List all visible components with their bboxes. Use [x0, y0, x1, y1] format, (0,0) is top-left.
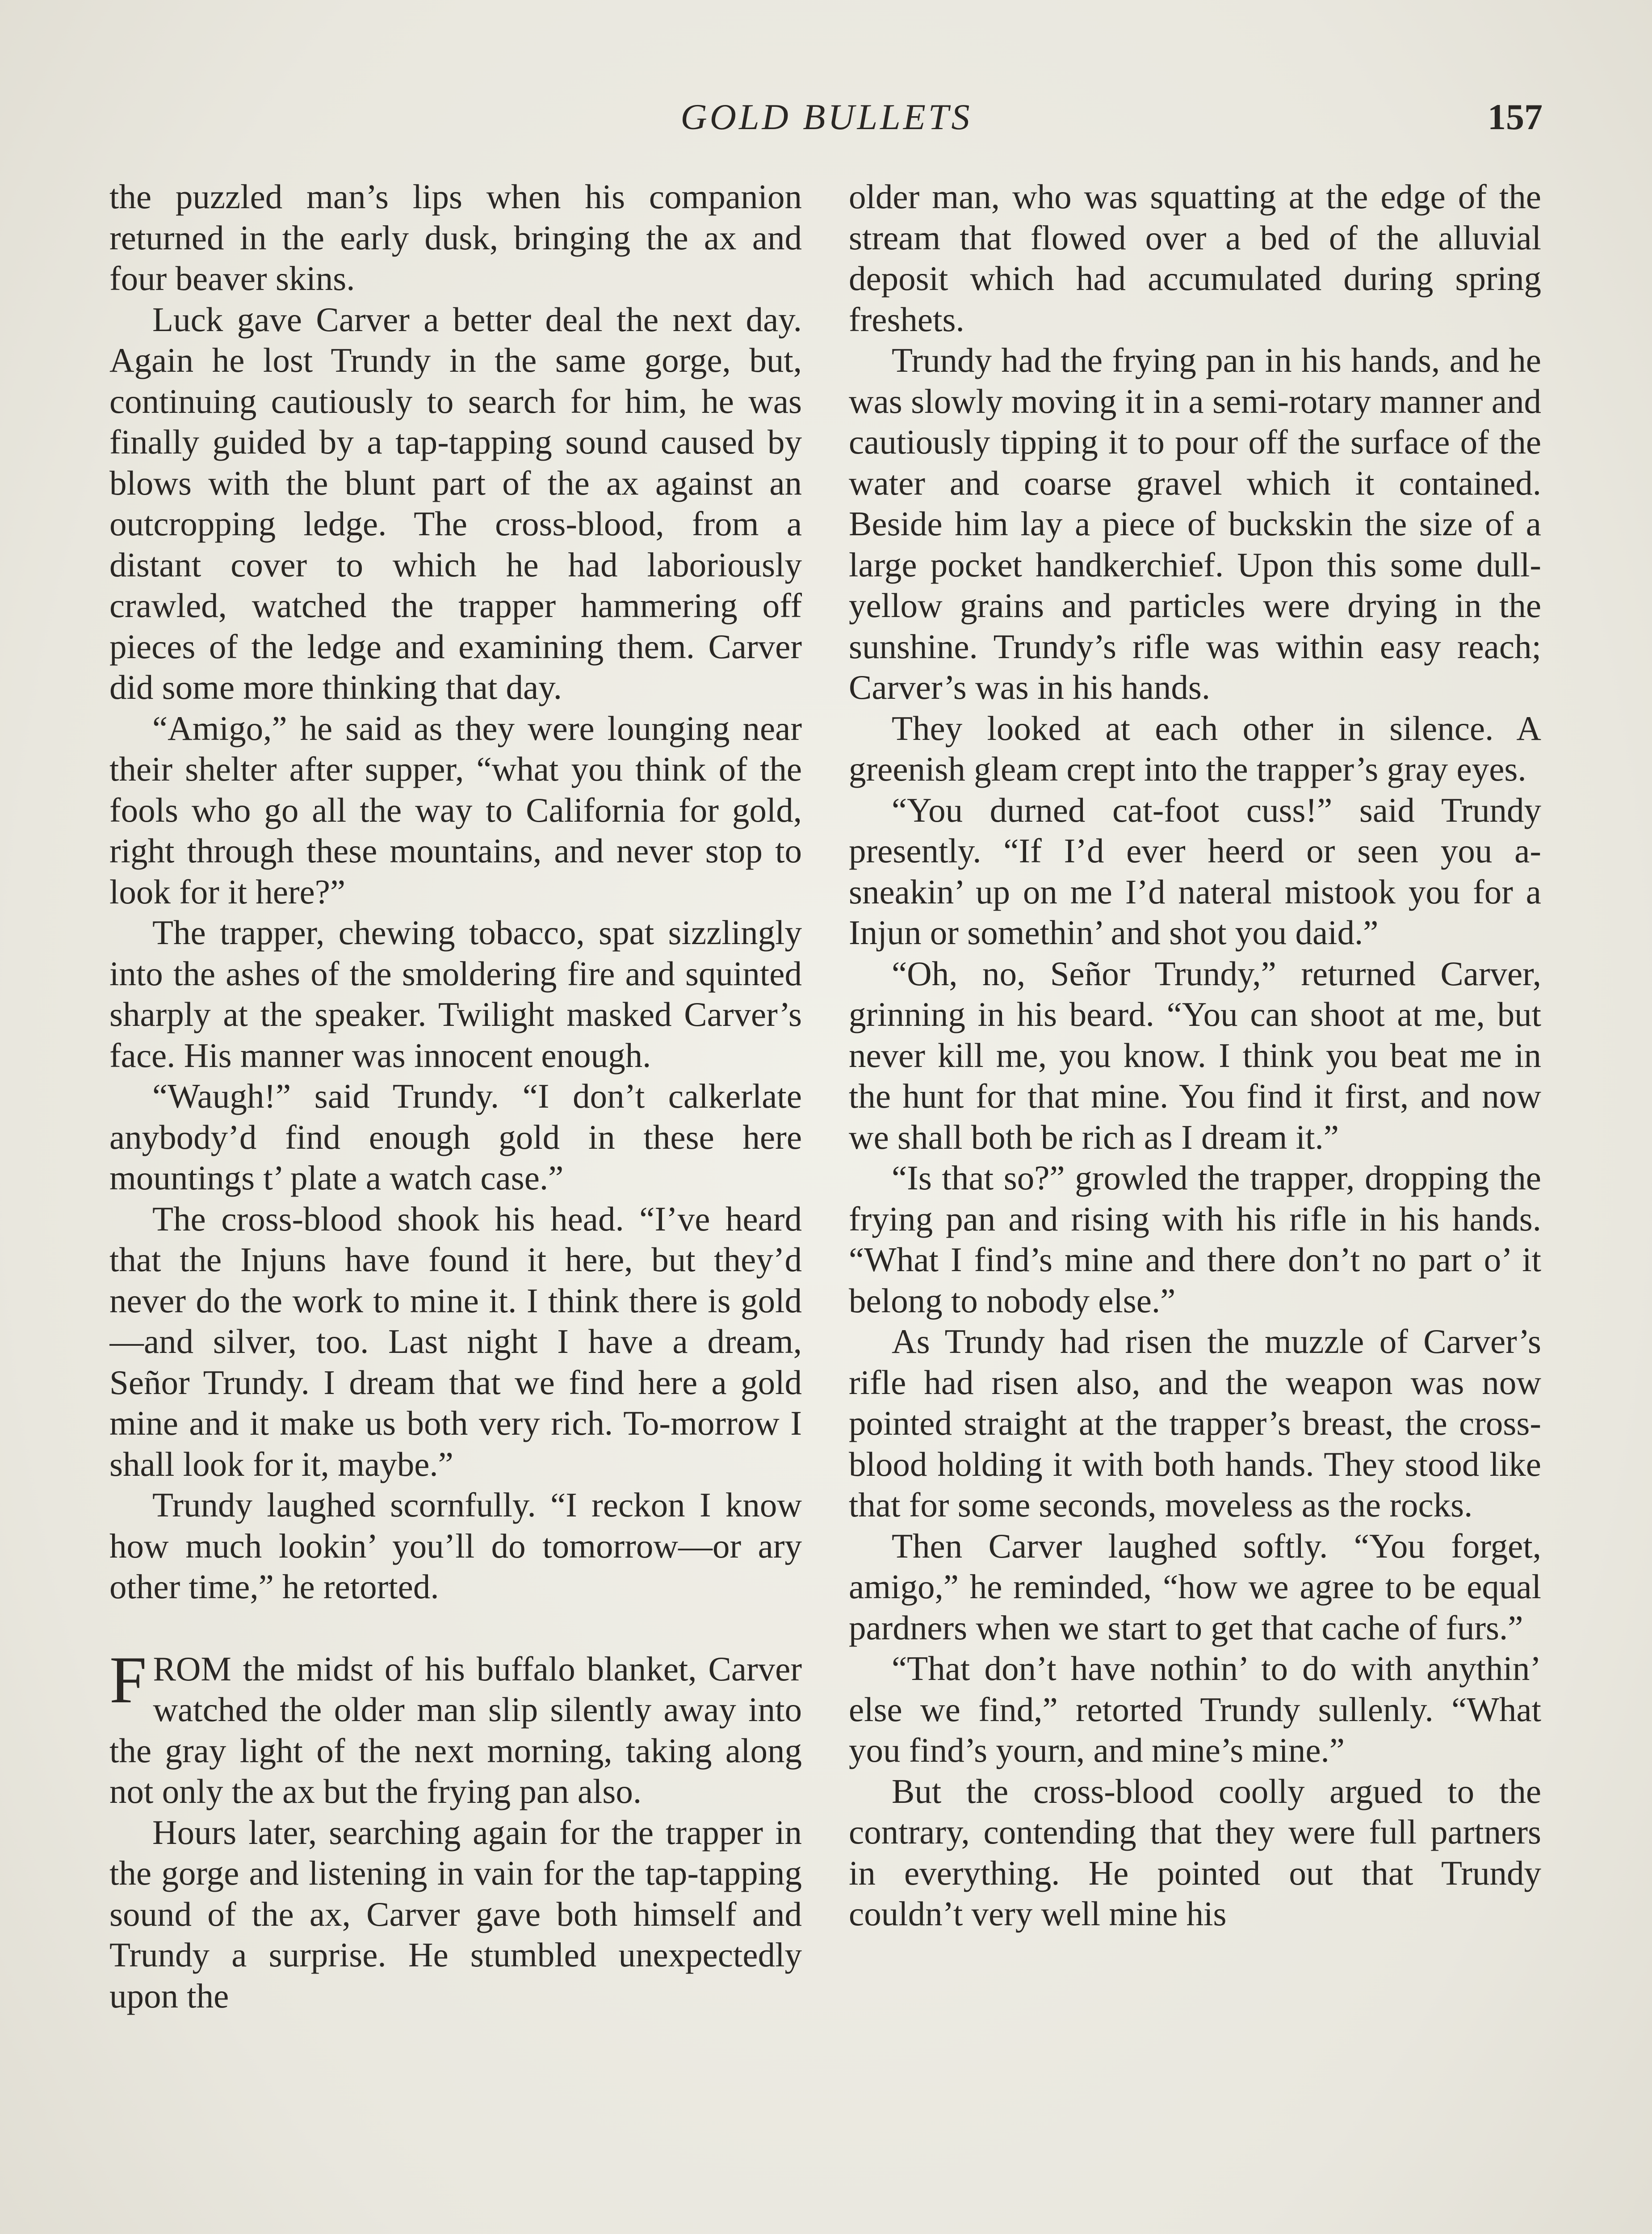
paragraph: “Waugh!” said Trundy. “I don’t calkerlate anybody’d find enough gold in these here mountings t’ plate a watch case.” [109, 1077, 802, 1197]
paragraph: As Trundy had risen the muzzle of Carver’s rifle had risen also, and the weapon was now pointed straight at the trapper’s breast, the cross-blood holding it with both hands. They stood like that for some seconds, moveless as the rocks. [849, 1322, 1541, 1524]
paragraph: Luck gave Carver a better deal the next day. Again he lost Trundy in the same gorge, but, continuing cautiously to search for him, he was finally guided by a tap-tapping sound caused by blows with the blunt part of the ax against an outcropping ledge. The cross-blood, from a distant cover to which he had laboriously crawled, watched the trapper hammering off pieces of the ledge and examining them. Carver did some more thinking that day. [109, 300, 802, 706]
section-start-paragraph [109, 1642, 802, 1812]
paragraph: The cross-blood shook his head. “I’ve heard that the Injuns have found it here, but they’d never do the work to mine it. I think there is gold—and silver, too. Last night I have a dream, Señor Trundy. I dream that we find here a gold mine and it make us both very rich. To-morrow I shall look for it, maybe.” [109, 1199, 802, 1483]
paragraph: Hours later, searching again for the trapper in the gorge and listening in vain for the tap-tapping sound of the ax, Carver gave both himself and Trundy a surprise. He stumbled unexpectedly upon the [109, 1813, 802, 2015]
left-column [109, 176, 802, 2234]
paragraph: Trundy had the frying pan in his hands, and he was slowly moving it in a semi-rotary manner and cautiously tipping it to pour off the surface of the water and coarse gravel which it contained. Beside him lay a piece of buckskin the size of a large pocket handkerchief. Upon this some dull-yellow grains and particles were drying in the sunshine. Trundy’s rifle was within easy reach; Carver’s was in his hands. [849, 341, 1541, 706]
paragraph: “Oh, no, Señor Trundy,” returned Carver, grinning in his beard. “You can shoot at me, but never kill me, you know. I think you beat me in the hunt for that mine. You find it first, and now we shall both be rich as I dream it.” [849, 954, 1541, 1156]
paragraph: They looked at each other in silence. A greenish gleam crept into the trapper’s gray eyes. [849, 709, 1541, 788]
paragraph: “That don’t have nothin’ to do with anythin’ else we find,” retorted Trundy sullenly. “What you find’s yourn, and mine’s mine.” [849, 1649, 1541, 1769]
page-number: 157 [1488, 97, 1543, 137]
paragraph: the puzzled man’s lips when his companion returned in the early dusk, bringing the ax and four beaver skins. [109, 177, 802, 298]
drop-cap: F [109, 1642, 147, 1717]
paragraph: Trundy laughed scornfully. “I reckon I know how much lookin’ you’ll do tomorrow—or ary other time,” he retorted. [109, 1486, 802, 1606]
paragraph: But the cross-blood coolly argued to the contrary, contending that they were full partners in everything. He pointed out that Trundy couldn’t very well mine his [849, 1772, 1541, 1933]
section-text: ROM the midst of his buffalo blanket, Carver watched the older man slip silently away into the gray light of the next morning, taking along not only the ax but the frying pan also. [109, 1649, 802, 1810]
paragraph: “Is that so?” growled the trapper, dropping the frying pan and rising with his rifle in his hands. “What I find’s mine and there don’t no part o’ it belong to nobody else.” [849, 1159, 1541, 1320]
running-title: GOLD BULLETS [680, 97, 973, 137]
right-column [849, 176, 1541, 2234]
paragraph: older man, who was squatting at the edge of the stream that flowed over a bed of the alluvial deposit which had accumulated during spring freshets. [849, 177, 1541, 339]
paragraph: “Amigo,” he said as they were lounging near their shelter after supper, “what you think of the fools who go all the way to California for gold, right through these mountains, and never stop to look for it here?” [109, 709, 802, 911]
paragraph: The trapper, chewing tobacco, spat sizzlingly into the ashes of the smoldering fire and squinted sharply at the speaker. Twilight masked Carver’s face. His manner was innocent enough. [109, 913, 802, 1075]
running-header [0, 96, 1652, 145]
paragraph: “You durned cat-foot cuss!” said Trundy presently. “If I’d ever heerd or seen you a-sneakin’ up on me I’d nateral mistook you for a Injun or somethin’ and shot you daid.” [849, 790, 1541, 952]
paragraph: Then Carver laughed softly. “You forget, amigo,” he reminded, “how we agree to be equal pardners when we start to get that cache of furs.” [849, 1526, 1541, 1647]
